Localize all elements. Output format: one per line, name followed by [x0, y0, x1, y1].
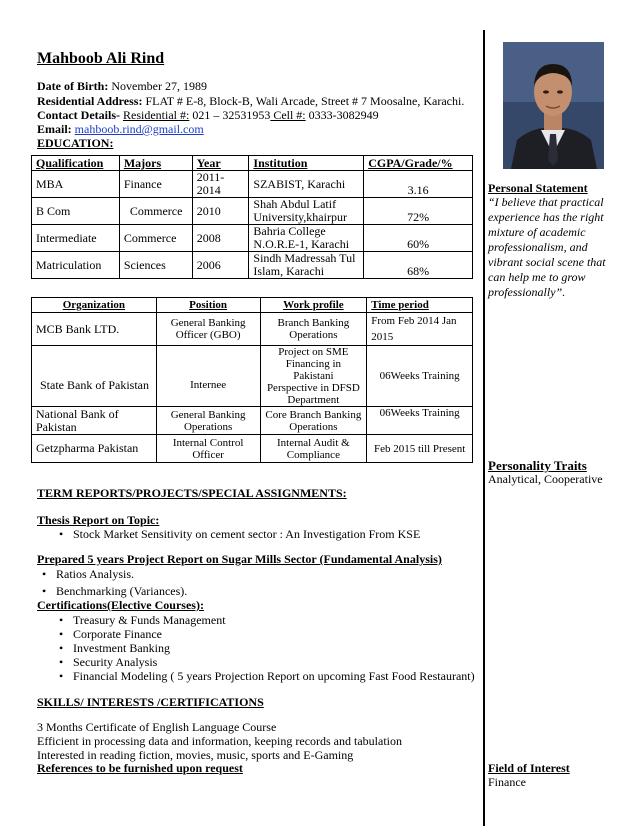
- work-col-header: Work profile: [260, 298, 367, 313]
- time-cell: From Feb 2014 Jan 2015: [367, 313, 473, 346]
- table-row: [32, 171, 473, 198]
- email-label: Email:: [37, 122, 72, 136]
- gpa-cell: 60%: [364, 225, 473, 252]
- gpa-cell: 72%: [364, 198, 473, 225]
- time-cell: Feb 2015 till Present: [367, 435, 473, 463]
- work-col-header: Position: [156, 298, 260, 313]
- year-cell: 2008: [192, 225, 249, 252]
- position-cell: Internal Control Officer: [156, 435, 260, 463]
- contact-cell-value: 0333-3082949: [305, 108, 379, 122]
- profile-photo: [503, 42, 604, 169]
- work-table: [31, 297, 473, 463]
- table-row: [32, 435, 473, 463]
- email-link[interactable]: mahboob.rind@gmail.com: [74, 122, 204, 136]
- address-label: Residential Address:: [37, 94, 143, 108]
- table-row: [32, 313, 473, 346]
- field-of-interest-text: Finance: [488, 775, 526, 789]
- year-cell: 2006: [192, 252, 249, 279]
- qualification-cell: B Com: [32, 198, 120, 225]
- personality-traits-text: Analytical, Cooperative: [488, 472, 603, 486]
- organization-cell: National Bank of Pakistan: [32, 407, 157, 435]
- email-line: [37, 122, 204, 137]
- institution-cell: Sindh Madressah Tul Islam, Karachi: [249, 252, 364, 279]
- address-value: FLAT # E-8, Block-B, Wali Arcade, Street # 7 Moosalne, Karachi.: [142, 94, 465, 108]
- personal-statement-heading: Personal Statement: [488, 181, 588, 195]
- organization-cell: Getzpharma Pakistan: [32, 435, 157, 463]
- institution-cell: Bahria College N.O.R.E-1, Karachi: [249, 225, 364, 252]
- gpa-cell: 68%: [364, 252, 473, 279]
- profile-cell: Project on SME Financing in Pakistani Perspective in DFSD Department: [260, 346, 367, 407]
- education-col-header: Year: [192, 156, 249, 171]
- skills-heading: SKILLS/ INTERESTS /CERTIFICATIONS: [37, 695, 264, 709]
- major-cell: Sciences: [119, 252, 192, 279]
- list-item: • Stock Market Sensitivity on cement sector : An Investigation From KSE: [73, 527, 420, 541]
- list-item: • Treasury & Funds Management: [73, 613, 475, 627]
- year-cell: 2010: [192, 198, 249, 225]
- skill-line: 3 Months Certificate of English Language Course: [37, 720, 277, 734]
- contact-res-label: Residential #:: [122, 108, 190, 122]
- contact-line: [37, 108, 379, 123]
- gpa-cell: 3.16: [364, 171, 473, 198]
- education-header-row: [32, 156, 473, 171]
- skill-line: Efficient in processing data and information, keeping records and tabulation: [37, 734, 402, 748]
- position-cell: General Banking Officer (GBO): [156, 313, 260, 346]
- list-item: • Security Analysis: [73, 655, 475, 669]
- qualification-cell: MBA: [32, 171, 120, 198]
- thesis-list: [73, 527, 420, 541]
- dob-label: Date of Birth:: [37, 79, 109, 93]
- position-cell: General Banking Operations: [156, 407, 260, 435]
- major-cell: Commerce: [119, 198, 192, 225]
- time-cell: 06Weeks Training: [367, 407, 473, 435]
- major-cell: Commerce: [119, 225, 192, 252]
- table-row: [32, 407, 473, 435]
- sidebar-divider: [483, 30, 485, 826]
- major-cell: Finance: [119, 171, 192, 198]
- personal-statement-text: “I believe that practical experience has the right mixture of academic professionalism, and vibrant social scene that can help me to grow professionally”.: [488, 195, 606, 299]
- education-col-header: Qualification: [32, 156, 120, 171]
- organization-cell: MCB Bank LTD.: [32, 313, 157, 346]
- reports-heading: TERM REPORTS/PROJECTS/SPECIAL ASSIGNMENTS:: [37, 486, 347, 500]
- list-item: • Investment Banking: [73, 641, 475, 655]
- education-heading: EDUCATION:: [37, 136, 114, 150]
- time-cell: 06Weeks Training: [367, 346, 473, 407]
- candidate-name: Mahboob Ali Rind: [37, 50, 165, 67]
- list-item: • Ratios Analysis.: [56, 567, 187, 581]
- project-heading: Prepared 5 years Project Report on Sugar Mills Sector (Fundamental Analysis): [37, 552, 442, 566]
- institution-cell: SZABIST, Karachi: [249, 171, 364, 198]
- personality-traits-heading: Personality Traits: [488, 458, 587, 473]
- list-item: • Benchmarking (Variances).: [56, 584, 187, 598]
- references-note: References to be furnished upon request: [37, 761, 243, 775]
- dob-value: November 27, 1989: [108, 79, 207, 93]
- list-item: • Corporate Finance: [73, 627, 475, 641]
- profile-cell: Core Branch Banking Operations: [260, 407, 367, 435]
- skill-line: Interested in reading fiction, movies, music, sports and E-Gaming: [37, 748, 354, 762]
- project-list: [56, 567, 187, 598]
- organization-cell: State Bank of Pakistan: [32, 346, 157, 407]
- address-line: [37, 94, 464, 109]
- education-table: [31, 155, 473, 279]
- education-col-header: Institution: [249, 156, 364, 171]
- education-col-header: CGPA/Grade/%: [364, 156, 473, 171]
- portrait-image: [503, 42, 604, 169]
- work-col-header: Organization: [32, 298, 157, 313]
- certifications-list: [73, 613, 475, 683]
- qualification-cell: Intermediate: [32, 225, 120, 252]
- qualification-cell: Matriculation: [32, 252, 120, 279]
- table-row: [32, 198, 473, 225]
- position-cell: Internee: [156, 346, 260, 407]
- work-col-header: Time period: [367, 298, 473, 313]
- contact-label: Contact Details-: [37, 108, 120, 122]
- table-row: [32, 225, 473, 252]
- thesis-heading: Thesis Report on Topic:: [37, 513, 160, 527]
- table-row: [32, 346, 473, 407]
- profile-cell: Branch Banking Operations: [260, 313, 367, 346]
- profile-cell: Internal Audit & Compliance: [260, 435, 367, 463]
- list-item: • Financial Modeling ( 5 years Projection Report on upcoming Fast Food Restaurant): [73, 669, 475, 683]
- table-row: [32, 252, 473, 279]
- education-col-header: Majors: [119, 156, 192, 171]
- work-header-row: [32, 298, 473, 313]
- contact-cell-label: Cell #:: [270, 108, 306, 122]
- year-cell: 2011- 2014: [192, 171, 249, 198]
- dob-line: [37, 79, 207, 94]
- contact-res-value: 021 – 32531953: [189, 108, 271, 122]
- field-of-interest-heading: Field of Interest: [488, 761, 570, 775]
- certifications-heading: Certifications(Elective Courses):: [37, 598, 204, 612]
- institution-cell: Shah Abdul Latif University,khairpur: [249, 198, 364, 225]
